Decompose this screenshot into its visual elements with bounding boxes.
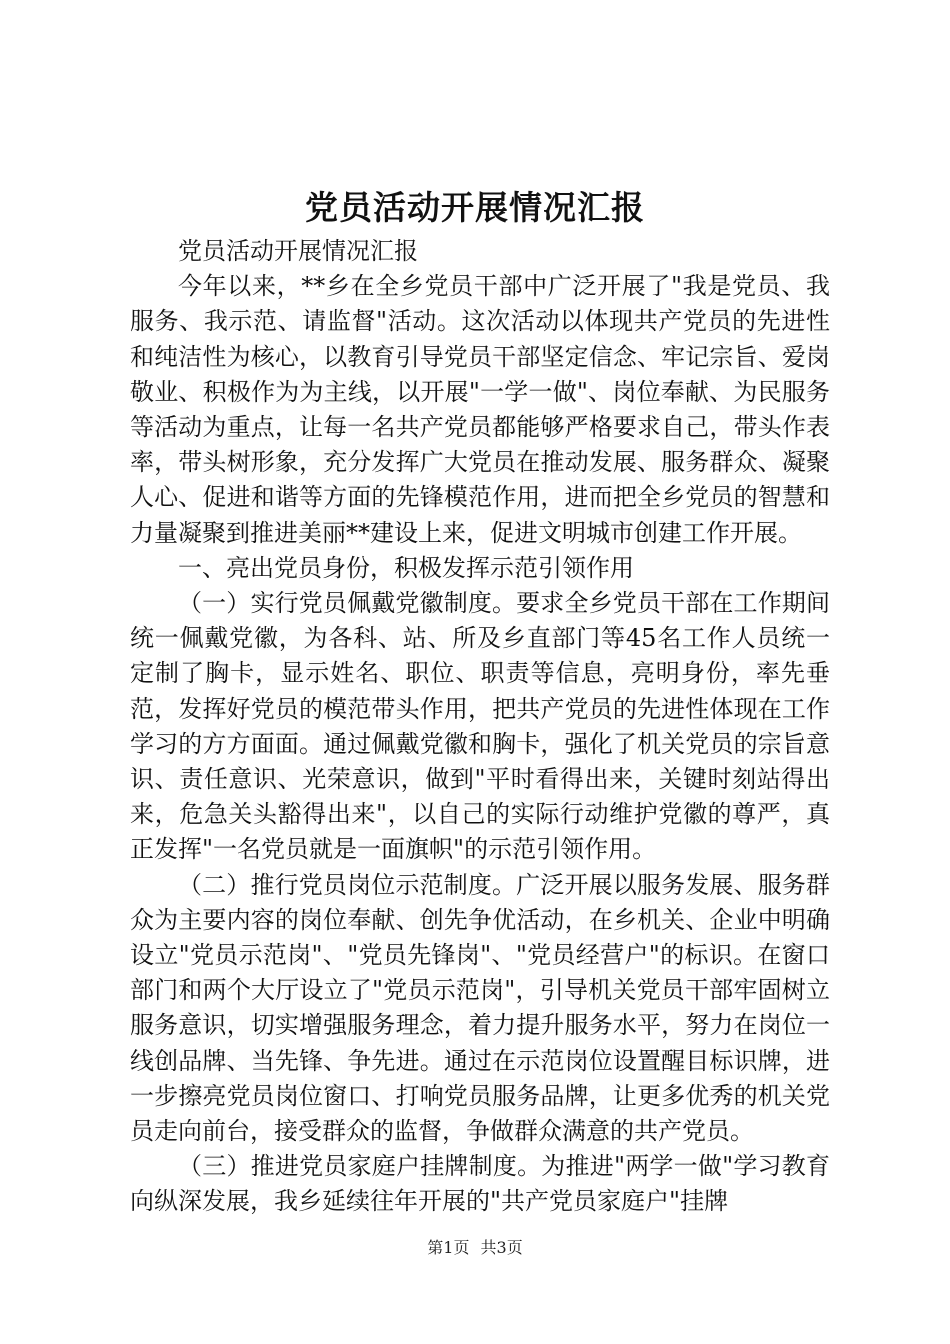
intro-paragraph: 今年以来，**乡在全乡党员干部中广泛开展了"我是党员、我服务、我示范、请监督"活动。这次活动以体现共产党员的先进性和纯洁性为核心，以教育引导党员干部坚定信念、牢记宗旨、爱岗敬业、积极作为为主线，以开展"一学一做"、岗位奉献、为民服务等活动为重点，让每一名共产党员都能够严格要求自己，带头作表率，带头树形象，充分发挥广大党员在推动发展、服务群众、凝聚人心、促进和谐等方面的先锋模范作用，进而把全乡党员的智慧和力量凝聚到推进美丽**建设上来，促进文明城市创建工作开展。 — [130, 272, 830, 547]
document-title: 党员活动开展情况汇报 — [305, 188, 645, 227]
subsection-paragraph-1: （一）实行党员佩戴党徽制度。要求全乡党员干部在工作期间统一佩戴党徽，为各科、站、所及乡直部门等45名工作人员统一定制了胸卡，显示姓名、职位、职责等信息，亮明身份，率先垂范，发挥好党员的模范带头作用，把共产党员的先进性体现在工作学习的方方面面。通过佩戴党徽和胸卡，强化了机关党员的宗旨意识、责任意识、光荣意识，做到"平时看得出来，关键时刻站得出来，危急关头豁得出来"，以自己的实际行动维护党徽的尊严，真正发挥"一名党员就是一面旗帜"的示范引领作用。 — [130, 589, 830, 864]
subsection-paragraph-3: （三）推进党员家庭户挂牌制度。为推进"两学一做"学习教育向纵深发展，我乡延续往年开展的"共产党员家庭户"挂牌 — [130, 1152, 830, 1216]
page-number: 第1页 — [427, 1238, 470, 1257]
document-body — [130, 234, 830, 1220]
subsection-paragraph-2: （二）推行党员岗位示范制度。广泛开展以服务发展、服务群众为主要内容的岗位奉献、创先争优活动，在乡机关、企业中明确设立"党员示范岗"、"党员先锋岗"、"党员经营户"的标识。在窗口部门和两个大厅设立了"党员示范岗"，引导机关党员干部牢固树立服务意识，切实增强服务理念，着力提升服务水平，努力在岗位一线创品牌、当先锋、争先进。通过在示范岗位设置醒目标识牌，进一步擦亮党员岗位窗口、打响党员服务品牌，让更多优秀的机关党员走向前台，接受群众的监督，争做群众满意的共产党员。 — [130, 870, 830, 1146]
section-heading-1: 一、亮出党员身份，积极发挥示范引领作用 — [178, 553, 634, 582]
page-footer — [0, 1236, 950, 1260]
page-total: 共3页 — [480, 1238, 523, 1257]
subtitle-paragraph: 党员活动开展情况汇报 — [178, 237, 418, 265]
